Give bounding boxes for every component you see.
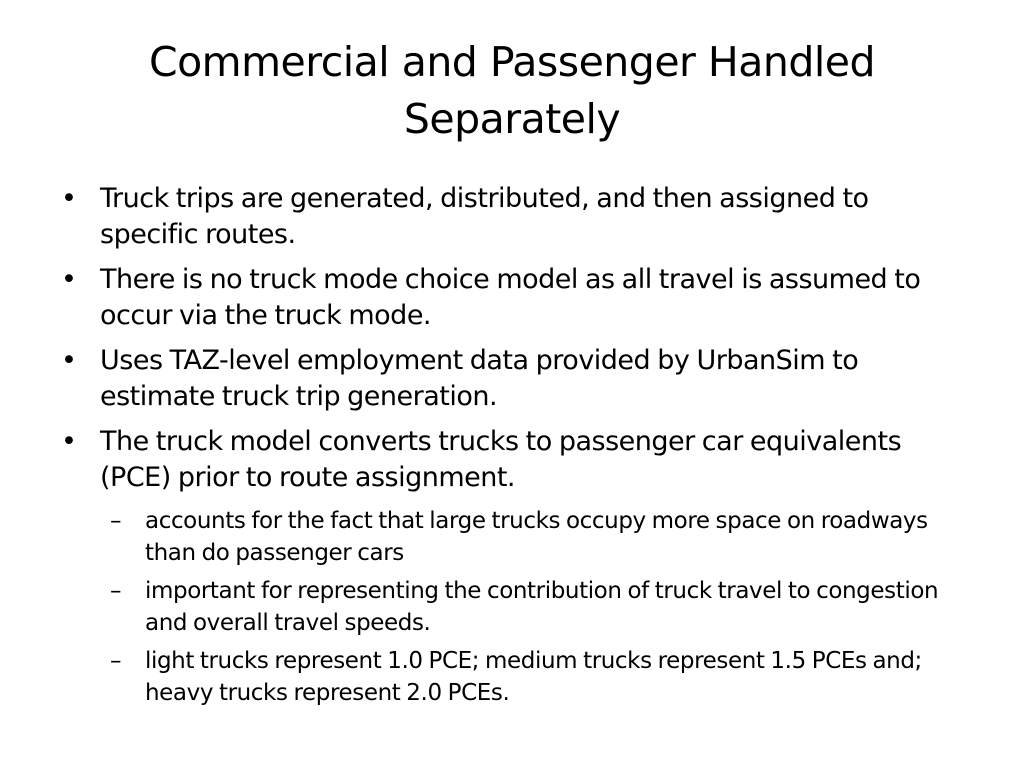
bullet-item	[60, 343, 970, 415]
sub-bullet-item	[110, 505, 970, 569]
bullet-text: Uses TAZ-level employment data provided by UrbanSim to estimate truck trip generation.	[100, 345, 859, 412]
bullet-list	[60, 181, 970, 715]
bullet-item	[60, 181, 970, 253]
bullet-marker: •	[61, 183, 77, 214]
bullet-marker: •	[61, 264, 77, 295]
sub-bullet-item	[110, 575, 970, 639]
sub-bullet-text: light trucks represent 1.0 PCE; medium trucks represent 1.5 PCEs and; heavy trucks represent 2.0 PCEs.	[145, 648, 922, 706]
slide-title: Commercial and Passenger Handled Separately	[148, 38, 876, 143]
sub-bullet-marker: –	[110, 578, 122, 604]
bullet-item	[60, 262, 970, 334]
sub-bullet-text: accounts for the fact that large trucks occupy more space on roadways than do passenger cars	[145, 508, 928, 566]
bullet-text: The truck model converts trucks to passenger car equivalents (PCE) prior to route assignment.	[100, 426, 902, 493]
bullet-item	[60, 424, 970, 496]
bullet-text: There is no truck mode choice model as all travel is assumed to occur via the truck mode.	[100, 264, 921, 331]
sub-bullet-text: important for representing the contribution of truck travel to congestion and overall travel speeds.	[145, 578, 939, 636]
bullet-marker: •	[61, 426, 77, 457]
bullet-text: Truck trips are generated, distributed, and then assigned to specific routes.	[100, 183, 869, 250]
sub-bullet-marker: –	[110, 648, 122, 674]
sub-bullet-list	[60, 505, 970, 709]
sub-bullet-item	[110, 645, 970, 709]
sub-bullet-marker: –	[110, 508, 122, 534]
bullet-marker: •	[61, 345, 77, 376]
